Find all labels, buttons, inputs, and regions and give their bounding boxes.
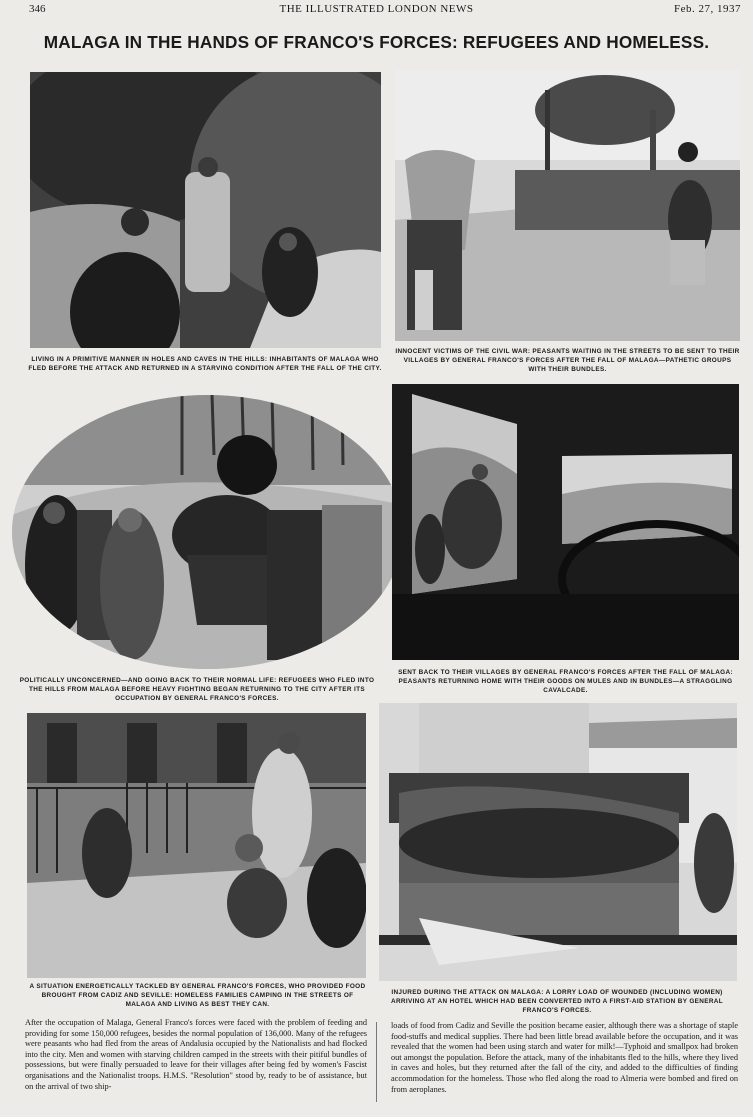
caption-caves: LIVING IN A PRIMITIVE MANNER IN HOLES AND CAVES IN THE HILLS: INHABITANTS OF MALAGA WHO FLED BEFORE THE ATTACK AND RETURNED IN A STARVING CONDITION AFTER THE FALL OF THE CITY. bbox=[28, 356, 382, 372]
caption-camp: A SITUATION ENERGETICALLY TACKLED BY GENERAL FRANCO'S FORCES, WHO PROVIDED FOOD BROUGHT FROM CADIZ AND SEVILLE: HOMELESS FAMILIES CAMPING IN THE STREETS OF MALAGA AND LIVING AS BEST THEY CAN. bbox=[29, 983, 366, 1008]
caption-mule: POLITICALLY UNCONCERNED—AND GOING BACK TO THEIR NORMAL LIFE: REFUGEES WHO FLED INTO THE HILLS FROM MALAGA BEFORE HEAVY FIGHTING BEGAN RETURNING TO THE CITY AFTER ITS OCCUPATION BY GENERAL FRANCO'S FORCES. bbox=[19, 677, 375, 702]
photo-street-camp bbox=[27, 713, 366, 978]
column-divider bbox=[376, 1022, 377, 1102]
photo-caves bbox=[30, 72, 381, 348]
caption-lorry: INJURED DURING THE ATTACK ON MALAGA: A LORRY LOAD OF WOUNDED (INCLUDING WOMEN) ARRIVING AT AN HOTEL WHICH HAD BEEN CONVERTED INTO A FIRST-AID STATION BY GENERAL FRANCO'S FORCES. bbox=[390, 989, 724, 1014]
photo-street bbox=[395, 70, 740, 341]
publication-name: THE ILLUSTRATED LONDON NEWS bbox=[279, 3, 474, 15]
page-title: MALAGA IN THE HANDS OF FRANCO'S FORCES: REFUGEES AND HOMELESS. bbox=[43, 32, 710, 52]
photo-refugees-mule bbox=[12, 395, 403, 669]
issue-date: Feb. 27, 1937 bbox=[674, 3, 741, 15]
caption-street: INNOCENT VICTIMS OF THE CIVIL WAR: PEASANTS WAITING IN THE STREETS TO BE SENT TO THEIR VILLAGES BY GENERAL FRANCO'S FORCES AFTER THE FALL OF MALAGA—PATHETIC GROUPS WITH THEIR BUNDLES. bbox=[395, 348, 740, 373]
caption-car: SENT BACK TO THEIR VILLAGES BY GENERAL FRANCO'S FORCES AFTER THE FALL OF MALAGA: PEASANTS RETURNING HOME WITH THEIR GOODS ON MULES AND IN BUNDLES—A STRAGGLING CAVALCADE. bbox=[398, 669, 733, 694]
photo-car-view bbox=[392, 384, 739, 660]
running-head bbox=[0, 3, 753, 17]
photo-lorry-wounded bbox=[379, 703, 737, 981]
page-number: 346 bbox=[29, 3, 46, 15]
article-column-right: loads of food from Cadiz and Seville the position became easier, although there was a shortage of staple food-stuffs and medical supplies. There had been little bread available before the occupation, and it was revealed that the women had been using starch and water for milk!—Typhoid and smallpox had broken out amongst the population. Before the attack, many of the inhabitants fled to the hills, where they lived in caves and holes, but they returned after the fall of the city, and added to the difficulties of finding accommodation for the homeless. Those who fled along the road to Almeria were bombed and fired on from aeroplanes. bbox=[391, 1021, 738, 1094]
article-column-left: After the occupation of Malaga, General Franco's forces were faced with the problem of feeding and providing for some 150,000 refugees, besides the normal population of 136,000. Many of the refugees were peasants who had fled from the areas of Andalusia occupied by the Nationalists and had flocked into the city. Men and women with starving children camped in the streets with their pitiful bundles of possessions, but were finally persuaded to leave for their villages after being fed by women's Fascist organisations and the Nationalist troops. H.M.S. "Resolution" stood by, ready to be of assistance, but on the arrival of two ship- bbox=[25, 1018, 367, 1091]
